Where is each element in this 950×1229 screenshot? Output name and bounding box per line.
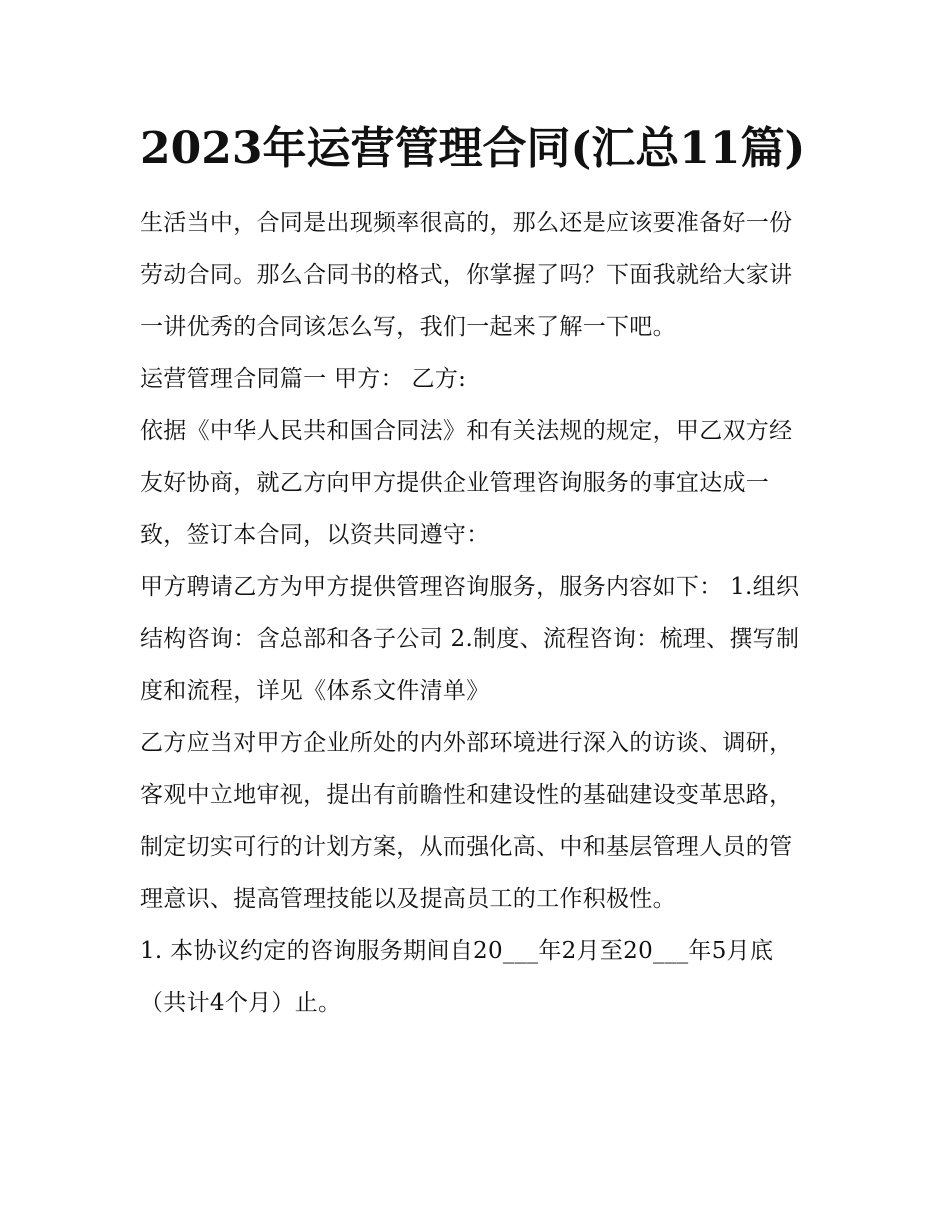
document-title: 2023年运营管理合同(汇总11篇): [140, 123, 806, 174]
paragraph-intro: 生活当中，合同是出现频率很高的，那么还是应该要准备好一份劳动合同。那么合同书的格式，你掌握了吗？下面我就给大家讲一讲优秀的合同该怎么写，我们一起来了解一下吧。: [140, 210, 793, 340]
paragraph-obligations: 乙方应当对甲方企业所处的内外部环境进行深入的访谈、调研，客观中立地审视，提出有前瞻性和建设性的基础建设变革思路，制定切实可行的计划方案，从而强化高、中和基层管理人员的管理意识、提高管理技能以及提高员工的工作积极性。: [140, 730, 793, 912]
paragraph-service-content: 甲方聘请乙方为甲方提供管理咨询服务，服务内容如下： 1.组织结构咨询：含总部和各子公司 2.制度、流程咨询：梳理、撰写制度和流程，详见《体系文件清单》: [140, 574, 800, 704]
paragraph-legal-basis: 依据《中华人民共和国合同法》和有关法规的规定，甲乙双方经友好协商，就乙方向甲方提供企业管理咨询服务的事宜达成一致，签订本合同，以资共同遵守：: [140, 418, 793, 548]
document-page: [140, 110, 815, 1029]
document-body: [140, 197, 815, 1029]
paragraph-section-heading: 运营管理合同篇一 甲方： 乙方:: [140, 366, 467, 392]
paragraph-service-period: 1. 本协议约定的咨询服务期间自20___年2月至20___年5月底（共计4个月）止。: [140, 938, 774, 1016]
